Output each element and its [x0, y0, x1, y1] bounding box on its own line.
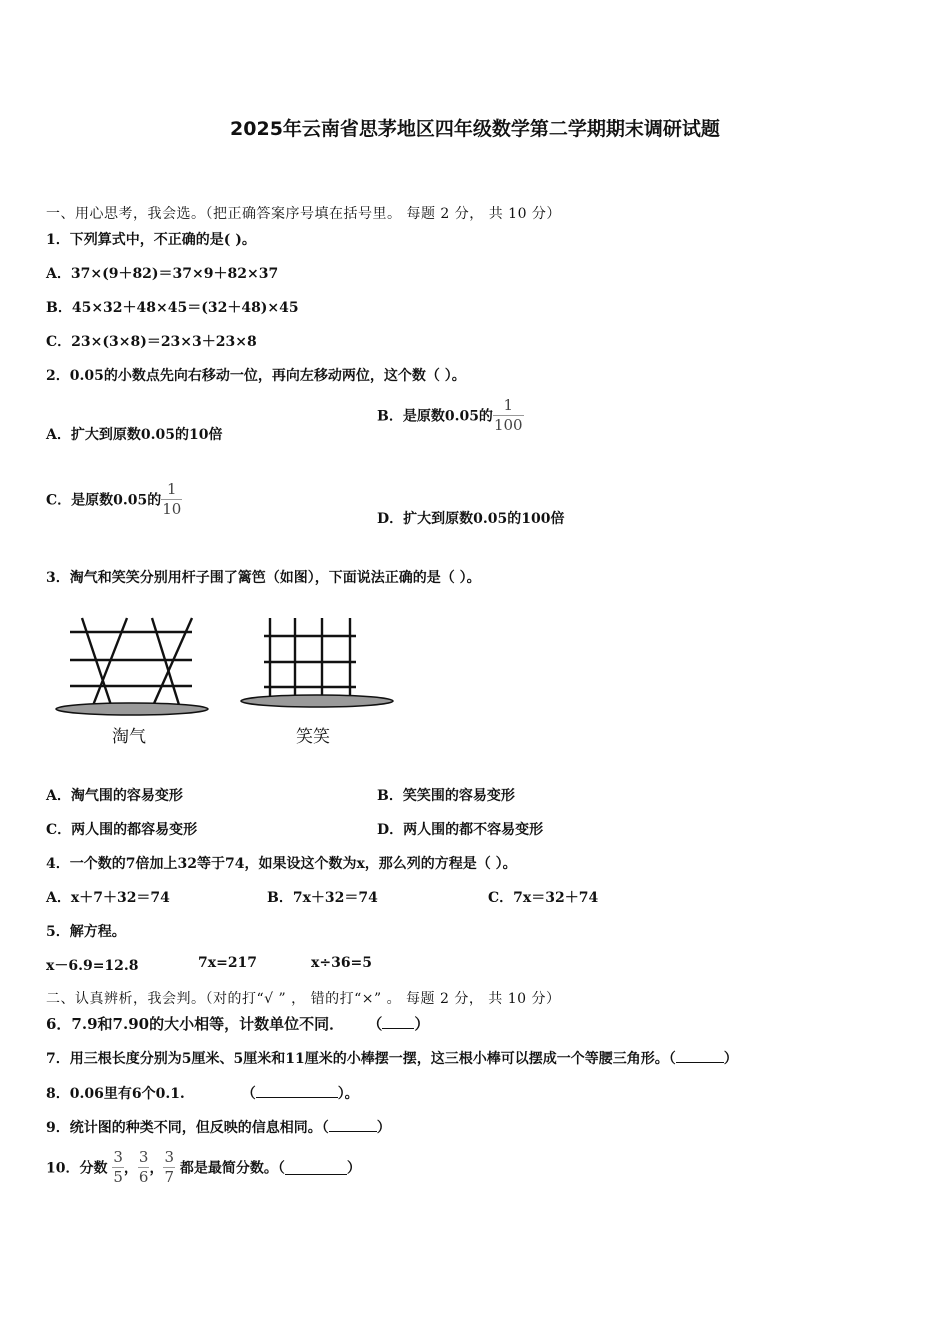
xiaoxiao-fence: [264, 618, 356, 700]
xiaoxiao-label: 笑笑: [296, 727, 330, 747]
q6: [46, 1013, 429, 1034]
taoqi-ground: [56, 703, 208, 715]
q8-answer-open: （: [241, 1086, 256, 1102]
q10-answer-blank[interactable]: [285, 1160, 347, 1175]
q5-equation-2: 7x=217: [198, 955, 258, 971]
q1-stem: 1．下列算式中，不正确的是( )。: [46, 232, 256, 248]
q10-separator-2: ，: [149, 1160, 164, 1177]
q10-separator-1: ，: [123, 1160, 138, 1177]
q10-prefix: 10．分数: [46, 1160, 108, 1177]
q4-option-c: C．7x＝32＋74: [488, 890, 599, 906]
fraction-1-100: $\frac{1}{100}$: [493, 396, 523, 434]
q4-stem: 4．一个数的7倍加上32等于74，如果设这个数为x，那么列的方程是（ ）。: [46, 856, 517, 872]
q6-text: 6．7.9和7.90的大小相等，计数单位不同．: [46, 1015, 345, 1033]
q2-option-d: D．扩大到原数0.05的100倍: [377, 511, 565, 527]
q3-option-a: A．淘气围的容易变形: [46, 788, 183, 804]
q2-option-c: [46, 482, 182, 517]
q1-option-a: A．37×(9＋82)＝37×9＋82×37: [46, 266, 279, 282]
fraction-3-5: $\frac{3}{5}$: [113, 1148, 123, 1186]
q9-answer-close: ）: [376, 1120, 391, 1136]
q8: [46, 1083, 359, 1103]
q7-answer-close: ）: [723, 1051, 738, 1067]
q7-answer-blank[interactable]: [676, 1048, 724, 1063]
taoqi-fence: [70, 618, 192, 708]
q2-option-c-text: C．是原数0.05的: [46, 492, 162, 509]
q9-answer-open: （: [321, 1120, 329, 1136]
taoqi-label: 淘气: [112, 727, 146, 747]
q1-option-b: B．45×32＋48×45＝(32＋48)×45: [46, 300, 299, 316]
fraction-3-7: $\frac{3}{7}$: [164, 1148, 174, 1186]
page-title: 2025年云南省思茅地区四年级数学第二学期期末调研试题: [230, 118, 720, 140]
section-one-header: 一、用心思考，我会选。（把正确答案序号填在括号里。 每题 2 分， 共 10 分）: [46, 206, 561, 222]
q7-answer-open: （: [668, 1051, 676, 1067]
fraction-3-6: $\frac{3}{6}$: [138, 1148, 149, 1186]
q7-text: 7．用三根长度分别为5厘米、5厘米和11厘米的小棒摆一摆，这三根小棒可以摆成一个等腰三角形。: [46, 1051, 669, 1067]
q2-option-a: A．扩大到原数0.05的10倍: [46, 427, 223, 443]
q9-text: 9．统计图的种类不同，但反映的信息相同。: [46, 1120, 322, 1136]
fence-illustration: [52, 610, 402, 750]
q9-answer-blank[interactable]: [329, 1117, 377, 1132]
q10-answer-open: （: [277, 1160, 285, 1177]
fraction-1-10: $\frac{1}{10}$: [162, 480, 182, 518]
q10: [46, 1150, 361, 1185]
q3-option-b: B．笑笑围的容易变形: [377, 788, 515, 804]
q6-answer-open: （: [367, 1015, 383, 1033]
q8-text: 8．0.06里有6个0.1.: [46, 1086, 185, 1102]
q2-stem: 2．0.05的小数点先向右移动一位，再向左移动两位，这个数（ ）。: [46, 368, 466, 384]
q8-answer-close: ）。: [337, 1086, 359, 1102]
q9: [46, 1117, 391, 1137]
section-two-header: 二、认真辨析，我会判。（对的打“√ ” ， 错的打“×” 。 每题 2 分， 共 10 分）: [46, 991, 561, 1007]
q7: [46, 1048, 738, 1068]
q10-answer-close: ）: [346, 1160, 361, 1177]
q3-option-c: C．两人围的都容易变形: [46, 822, 198, 838]
q4-option-a: A．x＋7＋32＝74: [46, 890, 170, 906]
q3-stem: 3．淘气和笑笑分别用杆子围了篱笆（如图），下面说法正确的是（ ）。: [46, 570, 481, 586]
q4-option-b: B．7x＋32＝74: [267, 890, 378, 906]
xiaoxiao-ground: [241, 695, 393, 707]
q3-option-d: D．两人围的都不容易变形: [377, 822, 544, 838]
q5-equation-3: x÷36=5: [311, 955, 373, 971]
q6-answer-close: ）: [414, 1015, 430, 1033]
q6-answer-blank[interactable]: [382, 1014, 414, 1029]
fence-figure: [52, 610, 402, 750]
q2-option-b-text: B．是原数0.05的: [377, 408, 493, 425]
q5-equation-1: x－6.9=12.8: [46, 958, 139, 974]
q1-option-c: C．23×(3×8)＝23×3＋23×8: [46, 334, 257, 350]
q10-suffix: 都是最简分数。: [179, 1160, 278, 1177]
q5-stem: 5．解方程。: [46, 924, 126, 940]
q2-option-b: [377, 398, 524, 433]
q8-answer-blank[interactable]: [256, 1083, 338, 1098]
